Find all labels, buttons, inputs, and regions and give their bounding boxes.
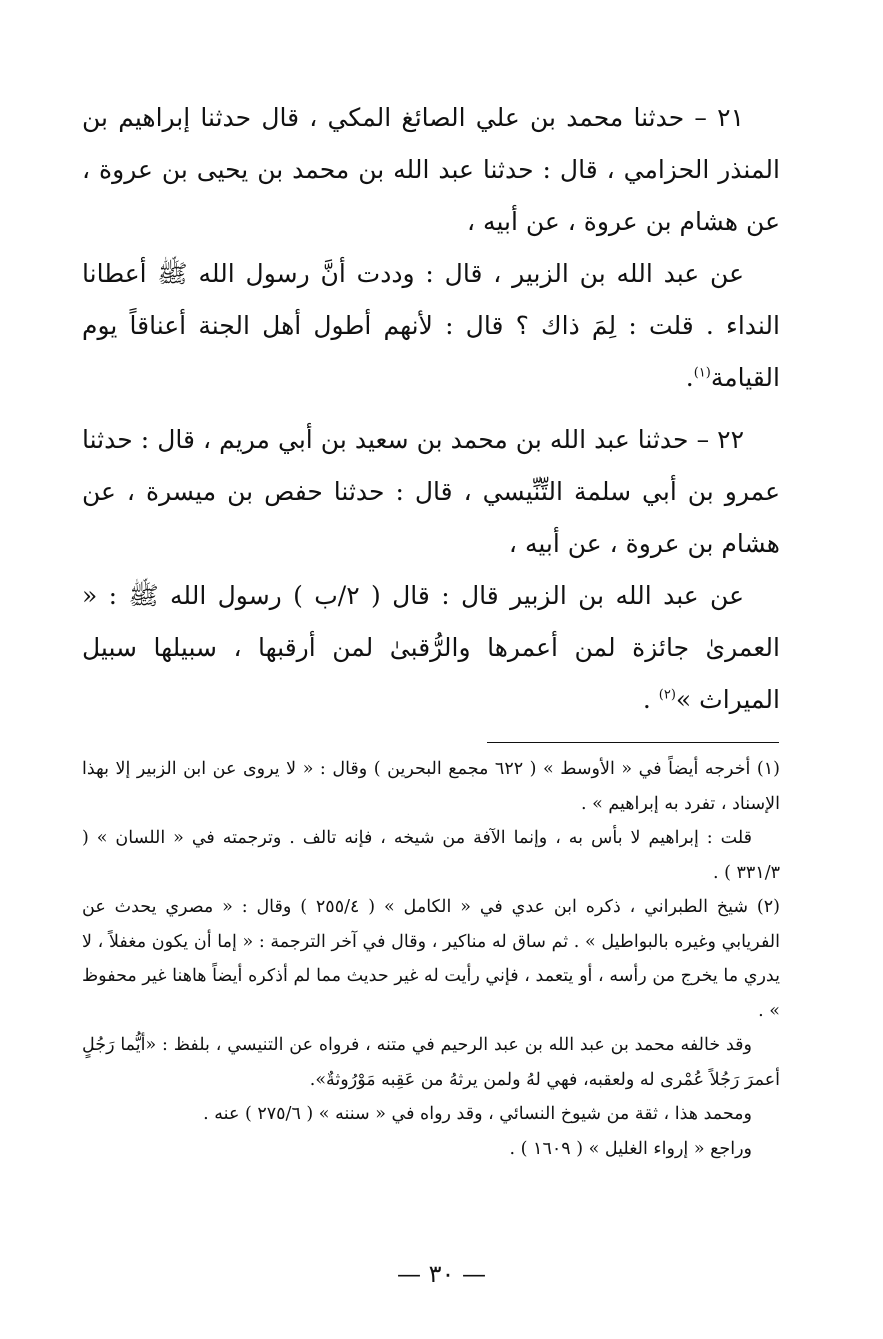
hadith-21-matn-text: عن عبد الله بن الزبير ، قال : وددت أنَّ رسول الله ﷺ أعطانا النداء . قلت : لِمَ ذاك ؟ قال : لأنهم أطول أهل الجنة أعناقاً يوم القيامة [82,259,780,392]
hadith-21-end: . [685,363,694,392]
footnote-ref-2[interactable]: (٢) [658,687,676,703]
footnote-divider [487,742,779,743]
hadith-22-matn-text: عن عبد الله بن الزبير قال : قال ( ٢/ب ) رسول الله ﷺ : « العمرىٰ جائزة لمن أعمرها والرُّقبىٰ لمن أرقبها ، سبيلها سبيل الميراث » [82,581,780,714]
footnotes [82,752,780,1166]
main-text [82,92,780,726]
footnote-1-comment: قلت : إبراهيم لا بأس به ، وإنما الآفة من شيخه ، فإنه تالف . وترجمته في « اللسان » ( ٣٣١/٣ ) . [82,828,780,883]
footnote-ref-1[interactable]: (١) [693,365,711,381]
footnote-2-source: ومحمد هذا ، ثقة من شيوخ النسائي ، وقد رواه في « سننه » ( ٢٧٥/٦ ) عنه . [203,1104,752,1124]
hadith-21-isnad: ٢١ – حدثنا محمد بن علي الصائغ المكي ، قال حدثنا إبراهيم بن المنذر الحزامي ، قال : حدثنا عبد الله بن محمد بن يحيى بن عروة ، عن هشام بن عروة ، عن أبيه ، [82,103,780,236]
hadith-22-matn [82,570,780,726]
hadith-22-end: . [642,685,659,714]
page-number: — ٣٠ — [396,1260,487,1288]
footnote-1: (١) أخرجه أيضاً في « الأوسط » ( ٦٢٢ مجمع البحرين ) وقال : « لا يروى عن ابن الزبير إلا بهذا الإسناد ، تفرد به إبراهيم » . [82,759,780,814]
hadith-22-isnad: ٢٢ – حدثنا عبد الله بن محمد بن سعيد بن أبي مريم ، قال : حدثنا عمرو بن أبي سلمة التِّنِّيسي ، قال : حدثنا حفص بن ميسرة ، عن هشام بن عروة ، عن أبيه ، [82,425,780,558]
footnote-2-reference: وراجع « إرواء الغليل » ( ١٦٠٩ ) . [509,1138,752,1159]
hadith-21-matn [82,248,780,404]
footnote-2: (٢) شيخ الطبراني ، ذكره ابن عدي في « الكامل » ( ٢٥٥/٤ ) وقال : « مصري يحدث عن الفريابي وغيره بالبواطيل » . ثم ساق له مناكير ، وقال في آخر الترجمة : « إما أن يكون مغفلاً ، لا يدري ما يخرج من رأسه ، أو يتعمد ، فإني رأيت له غير حديث مما لم أذكره أيضاً هاهنا غير محفوظ » . [82,897,780,1021]
footnote-2-variant: وقد خالفه محمد بن عبد الله بن عبد الرحيم في متنه ، فرواه عن التنيسي ، بلفظ : «أيُّما رَجُلٍ أعمرَ رَجُلاً عُمْرى له ولعقبه، فهي لهُ ولمن يرثهُ من عَقِبه مَوْرُوثةٌ». [82,1035,780,1090]
